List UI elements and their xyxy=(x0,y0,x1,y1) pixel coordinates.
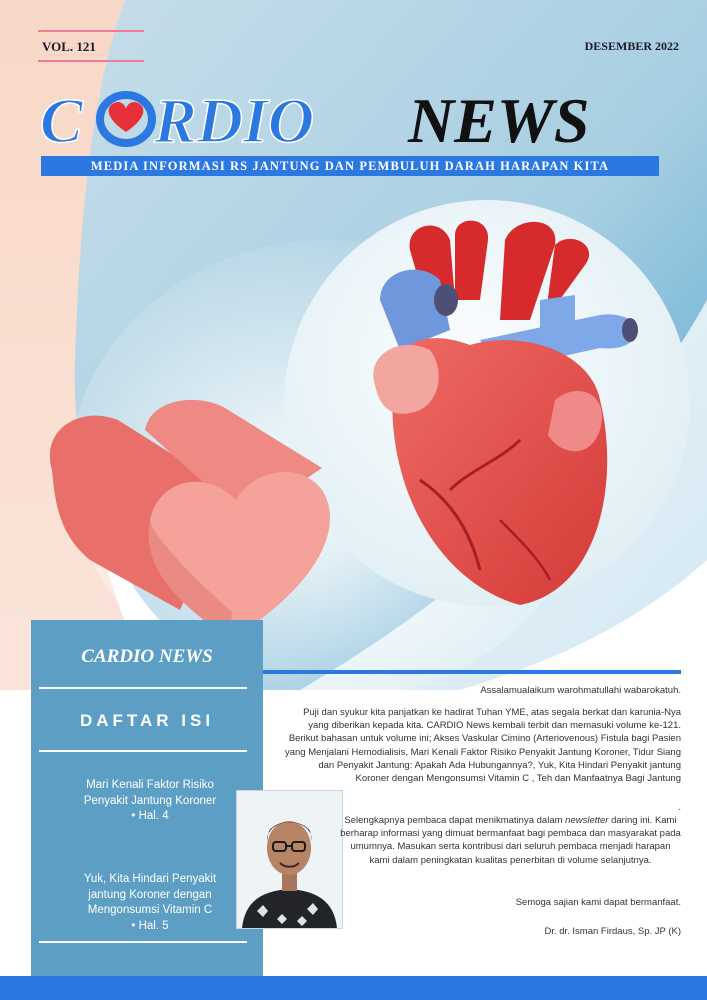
editorial-divider xyxy=(263,670,681,674)
table-of-contents-panel xyxy=(31,620,263,1000)
logo-word-rdio: RDIO xyxy=(154,85,315,154)
editorial-dot: . xyxy=(678,802,681,813)
sidebar-title: CARDIO NEWS xyxy=(81,646,213,667)
logo-word-news: NEWS xyxy=(408,85,590,154)
toc-item-title: Yuk, Kita Hindari Penyakit jantung Koroner dengan Mengonsumsi Vitamin C xyxy=(83,873,217,916)
editorial-paragraph-1: Puji dan syukur kita panjatkan ke hadirat Tuhan YME, atas segala berkat dan karunia-Nya yang diberikan kepada kita. CARDIO News kembali terbit dan memasuki volume ke-121. Berikut bahasan untuk volume ini; Akses Vaskular Cimino (Arteriovenous) Fistula bagi Pasien yang Menjalani Hemodialisis, Mari Kenali Faktor Risiko Penyakit Jantung Koroner, Tidur Siang dan Penyakit Jantung: Apakah Ada Hubungannya?, Yuk, Kita Hindari Penyakit jantung Koroner dengan Mengonsumsi Vitamin C , Teh dan Manfaatnya Bagi Jantung xyxy=(284,707,681,785)
volume-label: VOL. 121 xyxy=(42,39,96,54)
logo-letter-c: C xyxy=(40,85,83,154)
masthead-tagline: MEDIA INFORMASI RS JANTUNG DAN PEMBULUH DARAH HARAPAN KITA xyxy=(41,156,659,176)
toc-item[interactable] xyxy=(71,778,229,825)
issue-date: DESEMBER 2022 xyxy=(584,39,679,53)
toc-heading: DAFTAR ISI xyxy=(79,711,215,730)
divider xyxy=(39,941,247,943)
toc-item[interactable] xyxy=(71,872,229,934)
editorial-paragraph-2 xyxy=(340,814,681,867)
editorial-greeting: Assalamualaikum warohmatullahi wabarokatuh. xyxy=(480,685,681,696)
divider xyxy=(39,750,247,752)
toc-item-page: • Hal. 4 xyxy=(131,810,169,822)
footer-bar xyxy=(0,976,707,1000)
toc-item-page: • Hal. 5 xyxy=(131,919,169,932)
editorial-closing: Semoga sajian kami dapat bermanfaat. xyxy=(515,897,681,908)
toc-item-title: Mari Kenali Faktor Risiko Penyakit Jantung Koroner xyxy=(83,779,217,807)
editor-signature: Dr. dr. Isman Firdaus, Sp. JP (K) xyxy=(544,926,681,937)
paragraph-2-end: daring ini. Kami berharap informasi yang dimuat bermanfaat bagi pembaca dan masyarakat pada umumnya. Masukan serta kontribusi dari seluruh pembaca menjadi harapan kami dalam peningkatan kualitas penerbitan di volume selanjutnya. xyxy=(340,815,681,866)
divider xyxy=(39,687,247,689)
paragraph-2-start: Selengkapnya pembaca dapat menikmatinya dalam xyxy=(344,815,566,826)
newsletter-term: newsletter xyxy=(565,815,609,826)
